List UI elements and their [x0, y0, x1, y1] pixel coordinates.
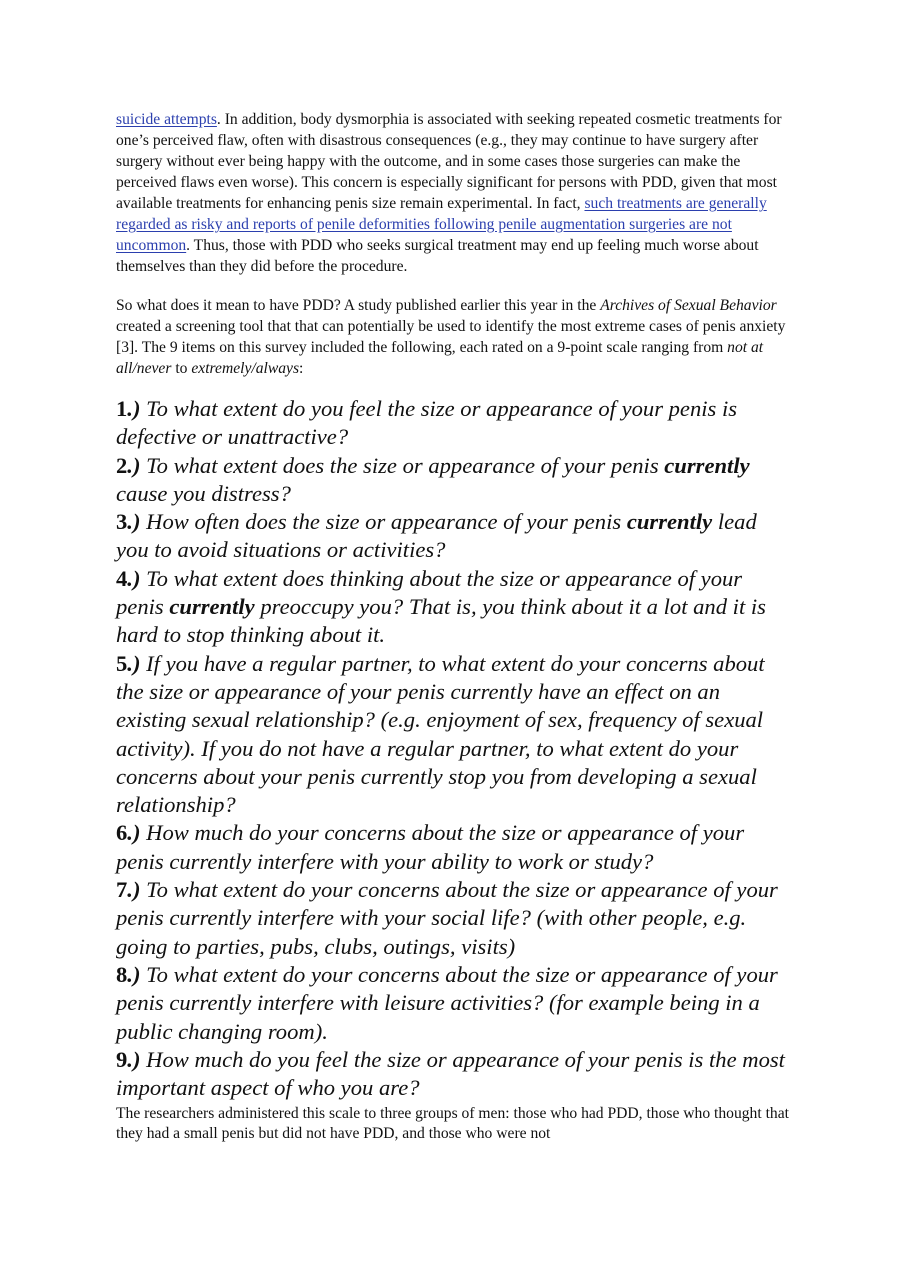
question-text: To what extent does thinking about the size or appearance of your penis: [116, 565, 743, 620]
survey-question-4: [116, 565, 792, 650]
survey-question-9: [116, 1046, 792, 1103]
survey-question-3: [116, 508, 792, 565]
question-number: 3.): [116, 509, 141, 535]
study-text-1: So what does it mean to have PDD? A study published earlier this year in the: [116, 297, 601, 314]
study-text-4: :: [299, 360, 304, 377]
question-number: 2.): [116, 452, 141, 478]
question-number: 6.): [116, 820, 141, 846]
question-text: How often does the size or appearance of your penis: [140, 509, 627, 535]
question-text-end: lead you to avoid situations or activities?: [116, 509, 757, 563]
article-page: [116, 109, 792, 1144]
survey-question-5: [116, 650, 792, 820]
survey-question-list: [116, 395, 792, 1102]
question-number: 9.): [116, 1046, 141, 1072]
question-number: 4.): [116, 565, 141, 591]
intro-paragraph: [116, 109, 792, 277]
survey-question-7: [116, 876, 792, 961]
survey-question-1: [116, 395, 792, 452]
question-emphasis: currently: [626, 509, 713, 535]
question-text: If you have a regular partner, to what extent do your concerns about the size or appearance of your penis currently have an effect on an existing sexual relationship? (e.g. enjoyment of sex, frequency of sexual activity). If you do not have a regular partner, to what extent do your concerns about your penis currently stop you from developing a sexual relationship?: [116, 650, 765, 818]
question-text: How much do your concerns about the size or appearance of your penis currently interfere with your ability to work or study?: [116, 820, 745, 874]
survey-question-8: [116, 961, 792, 1046]
question-text-end: preoccupy you? That is, you think about it a lot and it is hard to stop thinking about it.: [116, 594, 766, 648]
question-number: 1.): [116, 396, 141, 421]
journal-title: Archives of Sexual Behavior: [600, 297, 777, 314]
question-number: 5.): [116, 650, 141, 676]
penile-augmentation-risks-link[interactable]: such treatments are generally regarded as risky and reports of penile deformities following penile augmentation surgeries are not uncommon: [116, 195, 767, 254]
study-text-3: to: [171, 360, 192, 377]
question-text-end: cause you distress?: [116, 480, 291, 506]
question-text: To what extent do your concerns about the size or appearance of your penis currently interfere with leisure activities? (for example being in a public changing room).: [116, 961, 778, 1044]
intro-text-2: . Thus, those with PDD who seeks surgical treatment may end up feeling much worse about themselves than they did before the procedure.: [116, 237, 759, 275]
question-text: To what extent do you feel the size or appearance of your penis is defective or unattractive?: [116, 396, 738, 450]
survey-question-2: [116, 452, 792, 509]
question-number: 7.): [116, 877, 141, 903]
closing-paragraph: The researchers administered this scale to three groups of men: those who had PDD, those who thought that they had a small penis but did not have PDD, and those who were not: [116, 1105, 789, 1143]
question-emphasis: currently: [169, 594, 255, 620]
study-text-2: created a screening tool that that can potentially be used to identify the most extreme cases of penis anxiety [3]. The 9 items on this survey included the following, each rated on a 9-point scale ranging from: [116, 318, 786, 356]
suicide-attempts-link[interactable]: suicide attempts: [116, 111, 217, 128]
survey-question-6: [116, 819, 792, 876]
question-text: How much do you feel the size or appearance of your penis is the most important aspect of who you are?: [116, 1046, 785, 1101]
question-text: To what extent does the size or appearance of your penis: [140, 452, 665, 478]
question-emphasis: currently: [664, 452, 750, 478]
question-number: 8.): [116, 961, 141, 987]
scale-low-label: not at all/never: [116, 339, 764, 377]
question-text: To what extent do your concerns about the size or appearance of your penis currently interfere with your social life? (with other people, e.g. going to parties, pubs, clubs, outings, visits): [116, 877, 778, 959]
intro-text-1: . In addition, body dysmorphia is associated with seeking repeated cosmetic treatments for one’s perceived flaw, often with disastrous consequences (e.g., they may continue to have surgery after surgery without ever being happy with the outcome, and in some cases those surgeries can make the perceived flaws even worse). This concern is especially significant for persons with PDD, given that most available treatments for enhancing penis size remain experimental. In fact,: [116, 111, 782, 212]
study-paragraph: [116, 295, 792, 379]
scale-high-label: extremely/always: [191, 360, 300, 377]
